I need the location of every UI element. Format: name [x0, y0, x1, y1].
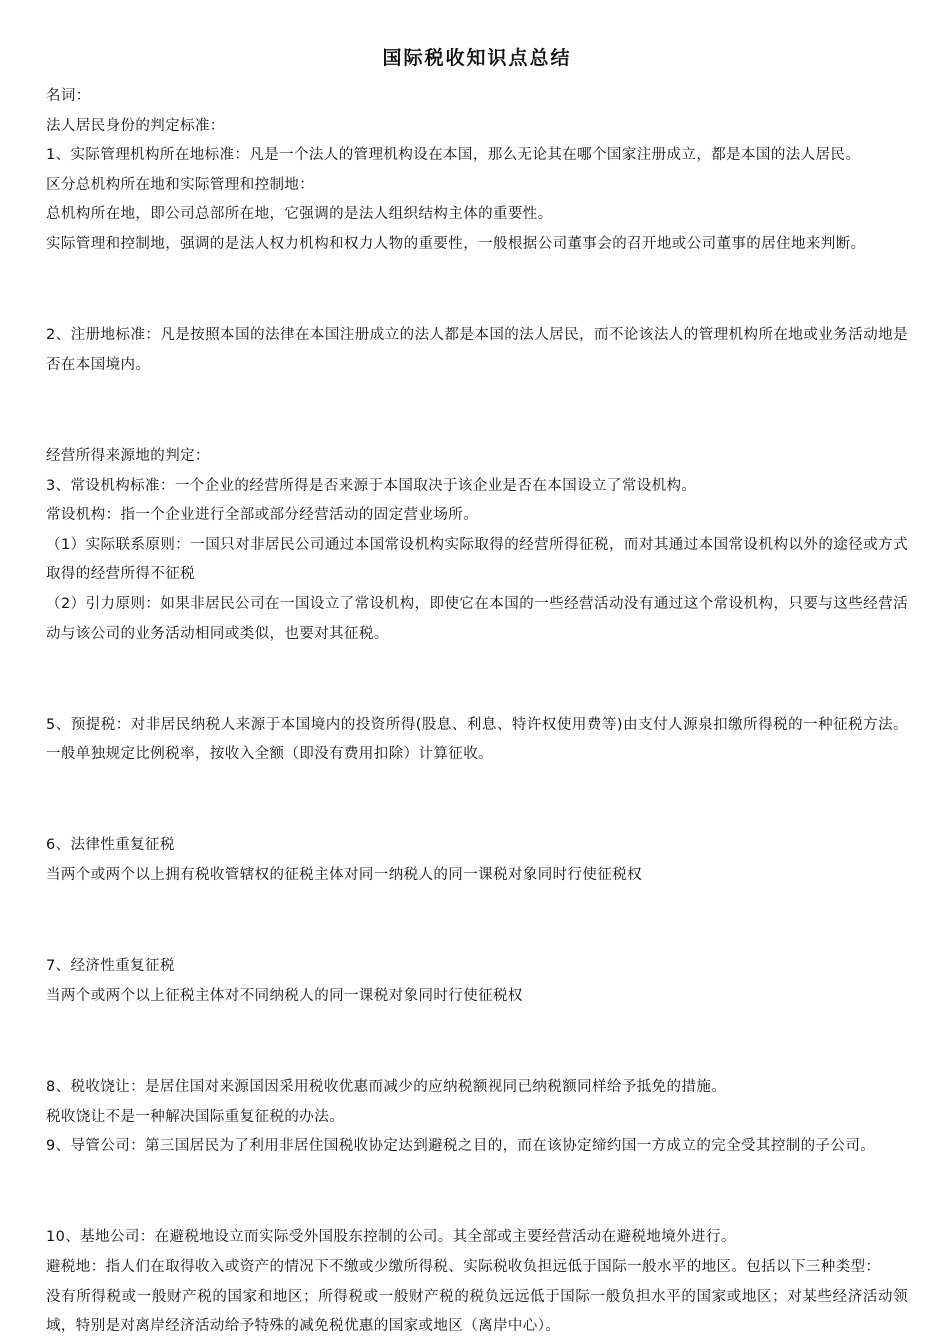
text-line: 8、税收饶让：是居住国对来源国因采用税收优惠而减少的应纳税额视同已纳税额同样给予抵免的措施。 [46, 1079, 727, 1096]
text-line: 当两个或两个以上征税主体对不同纳税人的同一课税对象同时行使征税权 [46, 987, 523, 1004]
text-line: 总机构所在地，即公司总部所在地，它强调的是法人组织结构主体的重要性。 [46, 206, 553, 223]
blank-line [46, 665, 908, 695]
blank-line [46, 907, 908, 937]
text-line: 实际管理和控制地，强调的是法人权力机构和权力人物的重要性，一般根据公司董事会的召开地或公司董事的居住地来判断。 [46, 235, 866, 252]
document-body [46, 82, 908, 1342]
text-line: （1）实际联系原则：一国只对非居民公司通过本国常设机构实际取得的经营所得征税，而对其通过本国常设机构以外的途径或方式取得的经营所得不征税 [46, 536, 908, 583]
text-line: 10、基地公司：在避税地设立而实际受外国股东控制的公司。其全部或主要经营活动在避税地境外进行。 [46, 1229, 736, 1246]
text-line: （2）引力原则：如果非居民公司在一国设立了常设机构，即使它在本国的一些经营活动没有通过这个常设机构，只要与这些经营活动与该公司的业务活动相同或类似，也要对其征税。 [46, 595, 908, 642]
text-line: 1、实际管理机构所在地标准：凡是一个法人的管理机构设在本国，那么无论其在哪个国家注册成立，都是本国的法人居民。 [46, 147, 861, 164]
text-line: 经营所得来源地的判定： [46, 447, 210, 464]
text-line: 7、经济性重复征税 [46, 958, 175, 975]
blank-line [46, 1027, 908, 1057]
document-page [46, 40, 908, 1342]
text-line: 9、导管公司：第三国居民为了利用非居住国税收协定达到避税之目的，而在该协定缔约国一方成立的完全受其控制的子公司。 [46, 1138, 876, 1155]
text-line: 2、注册地标准：凡是按照本国的法律在本国注册成立的法人都是本国的法人居民，而不论该法人的管理机构所在地或业务活动地是否在本国境内。 [46, 327, 908, 373]
text-line: 名词： [46, 88, 91, 104]
text-line: 5、预提税：对非居民纳税人来源于本国境内的投资所得(股息、利息、特许权使用费等)由支付人源泉扣缴所得税的一种征税方法。一般单独规定比例税率，按收入全额（即没有费用扣除）计算征收。 [46, 716, 908, 763]
text-line: 没有所得税或一般财产税的国家和地区；所得税或一般财产税的税负远远低于国际一般负担水平的国家或地区；对某些经济活动领域，特别是对离岸经济活动给予特殊的减免税优惠的国家或地区（离岸中心）。 [46, 1288, 908, 1335]
blank-line [46, 786, 908, 816]
blank-line [46, 276, 908, 306]
text-line: 常设机构：指一个企业进行全部或部分经营活动的固定营业场所。 [46, 507, 479, 524]
blank-line [46, 1178, 908, 1208]
blank-line [46, 396, 908, 426]
text-line: 税收饶让不是一种解决国际重复征税的办法。 [46, 1108, 344, 1125]
text-line: 6、法律性重复征税 [46, 837, 175, 854]
text-line: 避税地：指人们在取得收入或资产的情况下不缴或少缴所得税、实际税收负担远低于国际一般水平的地区。包括以下三种类型： [46, 1259, 881, 1275]
text-line: 当两个或两个以上拥有税收管辖权的征税主体对同一纳税人的同一课税对象同时行使征税权 [46, 867, 642, 884]
text-line: 区分总机构所在地和实际管理和控制地： [46, 176, 315, 193]
text-line: 3、常设机构标准：一个企业的经营所得是否来源于本国取决于该企业是否在本国设立了常设机构。 [46, 477, 697, 494]
page-title: 国际税收知识点总结 [382, 47, 572, 69]
text-line: 法人居民身份的判定标准： [46, 117, 225, 134]
